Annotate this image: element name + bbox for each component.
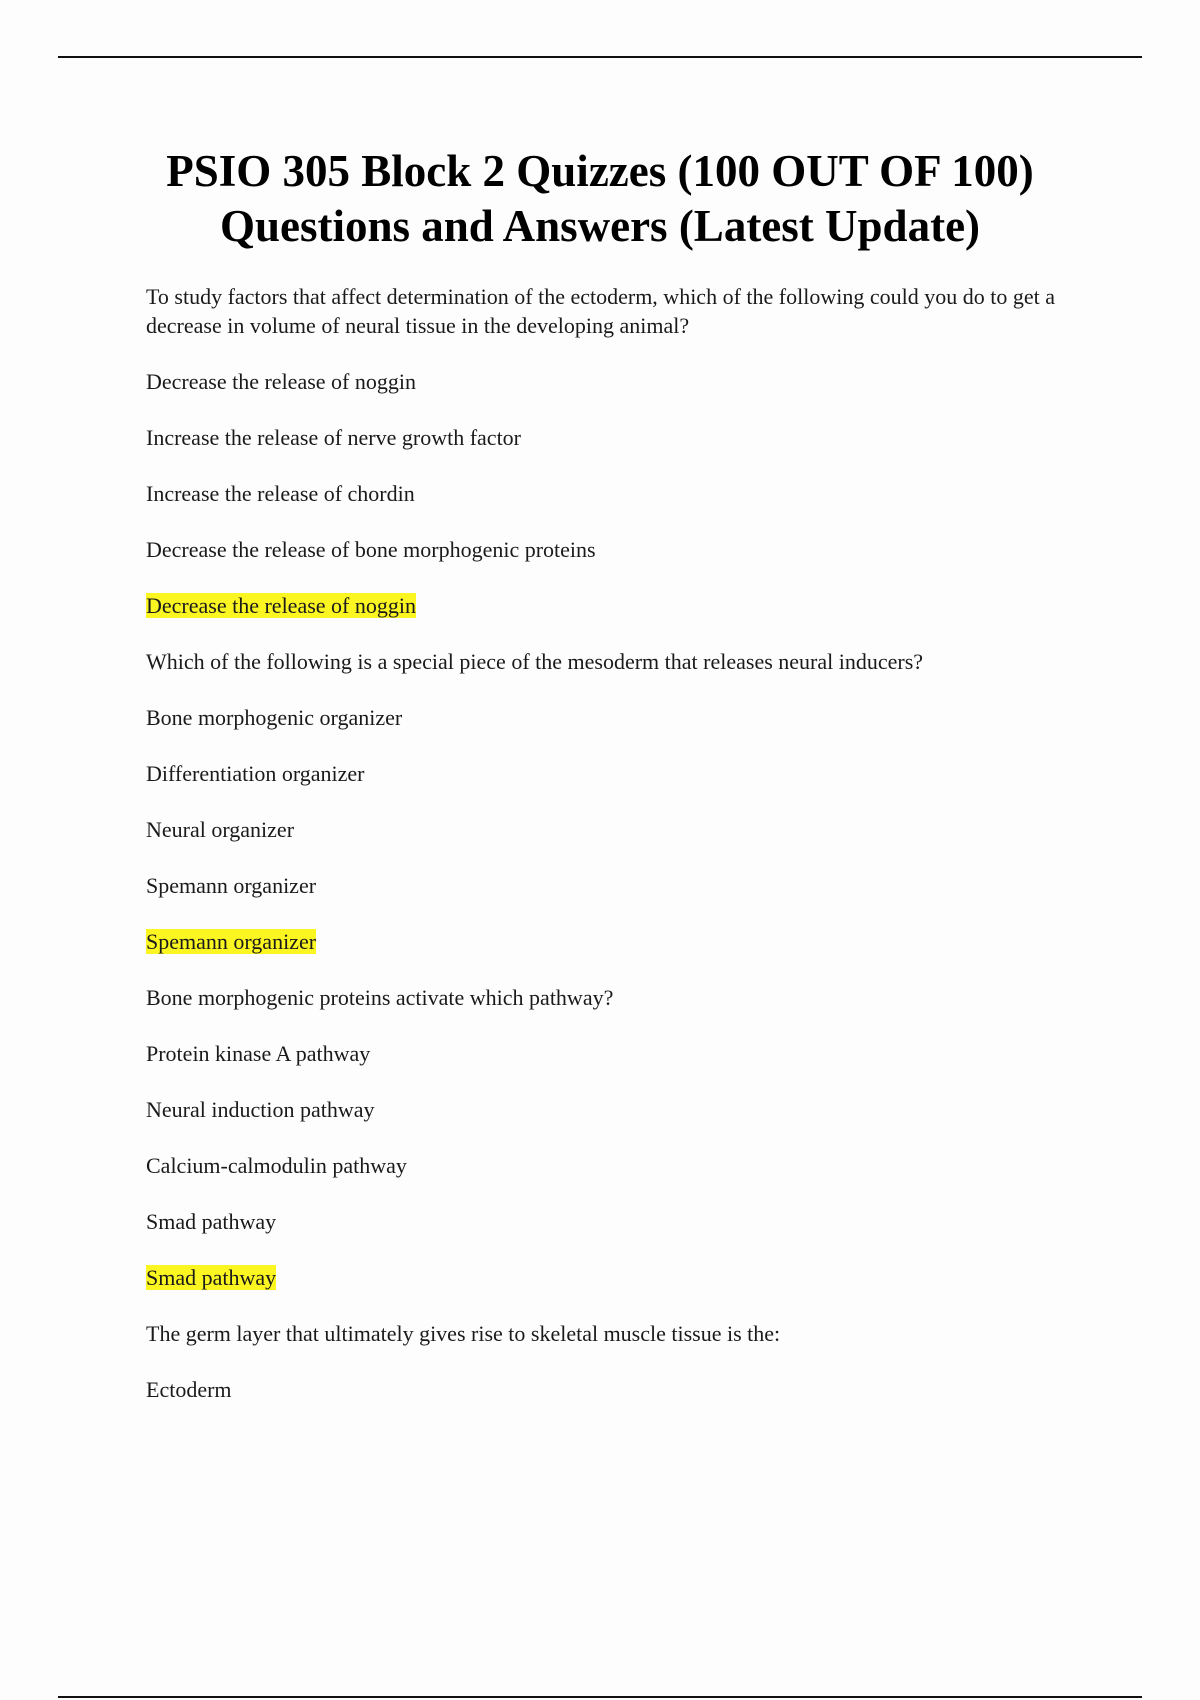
question-2-option-1: Bone morphogenic organizer	[146, 705, 403, 730]
title-line-1: PSIO 305 Block 2 Quizzes (100 OUT OF 100)	[166, 146, 1034, 196]
question-1-option-1: Decrease the release of noggin	[146, 369, 416, 394]
question-2-option-4: Spemann organizer	[146, 873, 317, 898]
question-2-option-2: Differentiation organizer	[146, 761, 365, 786]
question-2-option-3: Neural organizer	[146, 817, 295, 842]
top-rule	[58, 56, 1142, 58]
title-line-2: Questions and Answers (Latest Update)	[219, 201, 981, 251]
question-3-option-2: Neural induction pathway	[146, 1097, 375, 1122]
question-2: Which of the following is a special piece of the mesoderm that releases neural inducers?	[146, 649, 924, 674]
question-1: To study factors that affect determination of the ectoderm, which of the following could you do to get a decrease in volume of neural tissue in the developing animal?	[146, 284, 1055, 338]
question-4-option-1: Ectoderm	[146, 1377, 232, 1402]
answer-highlight: Smad pathway	[146, 1265, 277, 1290]
page-title	[60, 144, 1140, 254]
question-3-answer	[146, 1263, 1086, 1292]
question-3-option-3: Calcium-calmodulin pathway	[146, 1153, 407, 1178]
answer-highlight: Spemann organizer	[146, 929, 317, 954]
question-1-option-4: Decrease the release of bone morphogenic proteins	[146, 537, 596, 562]
bottom-rule	[58, 1696, 1142, 1698]
question-1-answer	[146, 591, 1086, 620]
question-3-option-1: Protein kinase A pathway	[146, 1041, 371, 1066]
question-3: Bone morphogenic proteins activate which pathway?	[146, 985, 614, 1010]
answer-highlight: Decrease the release of noggin	[146, 593, 416, 618]
question-1-option-2: Increase the release of nerve growth factor	[146, 425, 522, 450]
question-3-option-4: Smad pathway	[146, 1209, 277, 1234]
question-1-option-3: Increase the release of chordin	[146, 481, 415, 506]
question-4: The germ layer that ultimately gives rise to skeletal muscle tissue is the:	[146, 1321, 781, 1346]
question-2-answer	[146, 927, 1086, 956]
quiz-content	[146, 282, 1086, 1431]
